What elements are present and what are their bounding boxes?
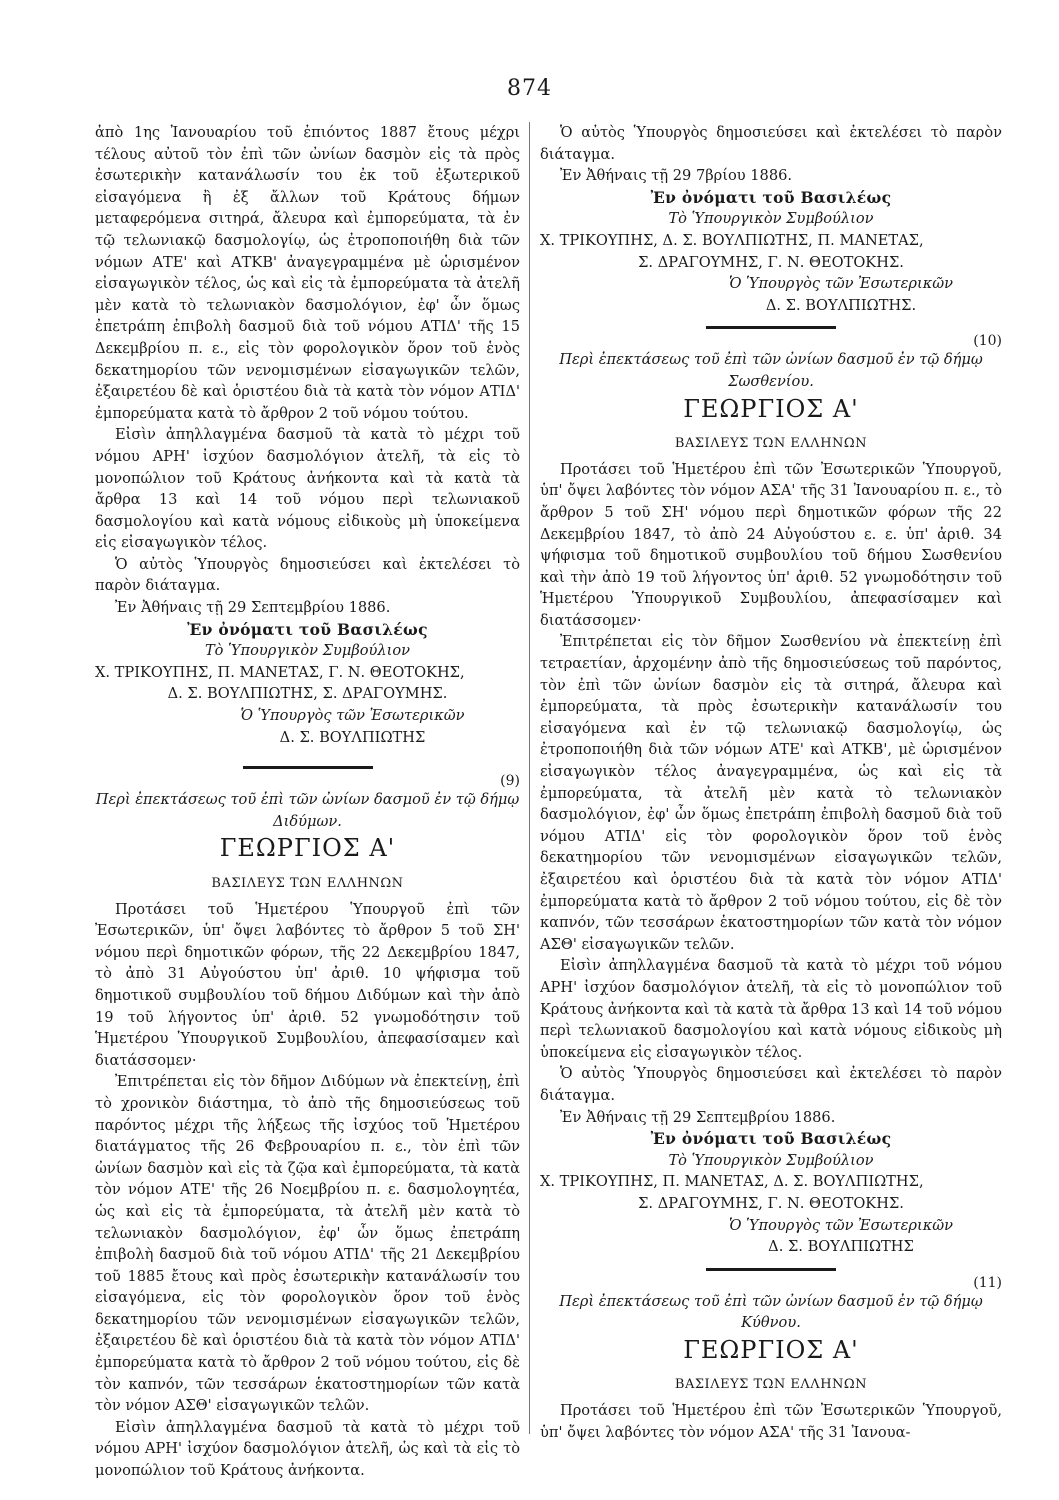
paragraph: Ὁ αὐτὸς Ὑπουργὸς δημοσιεύσει καὶ ἐκτελέσει τὸ παρὸν διάταγμα. xyxy=(540,1065,1002,1104)
paragraph: Εἰσὶν ἀπηλλαγμένα δασμοῦ τὰ κατὰ τὸ μέχρι τοῦ νόμου ΑΡΗ' ἰσχύον δασμολόγιον ἀτελῆ, τὰ εἰς τὸ μονοπώλιον τοῦ Κράτους ἀνήκοντα καὶ τὰ κατὰ τὰ ἄρθρα 13 καὶ 14 τοῦ νόμου περὶ τελωνιακοῦ δασμολογίου καὶ κατὰ νόμους εἰδικοὺς μὴ ὑποκείμενα εἰς εἰσαγωγικὸν τέλος. xyxy=(540,957,1002,1061)
section-separator xyxy=(706,326,836,329)
council-heading: Τὸ Ὑπουργικὸν Συμβούλιον xyxy=(668,210,874,228)
paragraph: Εἰσὶν ἀπηλλαγμένα δασμοῦ τὰ κατὰ τὸ μέχρι τοῦ νόμου ΑΡΗ' ἰσχύον δασμολόγιον ἀτελῆ, τὰ εἰς τὸ μονοπώλιον τοῦ Κράτους ἀνήκοντα καὶ τὰ κατὰ τὰ ἄρθρα 13 καὶ 14 τοῦ νόμου περὶ τελωνιακοῦ δασμολογίου καὶ κατὰ νόμους εἰδικοὺς μὴ ὑποκείμενα εἰς εἰσαγωγικὸν τέλος. xyxy=(95,426,520,552)
signatories: Σ. ΔΡΑΓΟΥΜΗΣ, Γ. Ν. ΘΕΟΤΟΚΗΣ. xyxy=(638,253,904,271)
decree-date: Ἐν Ἀθήναις τῇ 29 Σεπτεμβρίου 1886. xyxy=(560,1108,836,1126)
left-column xyxy=(95,122,520,1482)
minister-title: Ὁ Ὑπουργὸς τῶν Ἐσωτερικῶν xyxy=(728,1216,954,1234)
king-heading: ΓΕΩΡΓΙΟΣ Α' xyxy=(219,834,396,863)
minister-name: Δ. Σ. ΒΟΥΛΠΙΩΤΗΣ. xyxy=(765,296,917,314)
council-heading: Τὸ Ὑπουργικὸν Συμβούλιον xyxy=(204,642,411,660)
king-subheading: ΒΑΣΙΛΕΥΣ ΤΩΝ ΕΛΛΗΝΩΝ xyxy=(674,436,868,452)
paragraph: ἀπὸ 1ης Ἰανουαρίου τοῦ ἐπιόντος 1887 ἔτους μέχρι τέλους αὐτοῦ τὸν ἐπὶ τῶν ὠνίων δασμὸν εἰς τὰ πρὸς ἐσωτερικὴν κατανάλωσίν του ἐκ τοῦ ἐξωτερικοῦ εἰσαγόμενα ἢ ἐξ ἄλλων τοῦ Κράτους δήμων μεταφερόμενα σιτηρά, ἄλευρα καὶ ἐμπορεύματα, τὰ ἐν τῷ τελωνιακῷ δασμολογίῳ, ὡς ἐτροποποιήθη διὰ τῶν νόμων ΑΤΕ' καὶ ΑΤΚΒ' ἀναγεγραμμένα μὲ ὡρισμένον εἰσαγωγικὸν τέλος, ὡς καὶ εἰς τὰ ἐμπορεύματα τὰ ἀτελῆ μὲν κατὰ τὸ τελωνιακὸν δασμολόγιον, ἐφ' ὧν ὅμως ἐπετράπη ἐπιβολὴ δασμοῦ διὰ τοῦ νόμου ΑΤΙΔ' τῆς 15 Δεκεμβρίου π. ε., εἰς τὸν φορολογικὸν ὅρον τοῦ ἑνὸς δεκατημορίου τῶν νενομισμένων εἰσαγωγικῶν τελῶν, ἐξαιρετέου δὲ καὶ ὁριστέου διὰ τὰ κατὰ τὸν νόμον ΑΤΙΔ' ἐμπορεύματα κατὰ τὸ ἄρθρον 2 τοῦ νόμου τούτου. xyxy=(95,124,520,422)
council-heading: Τὸ Ὑπουργικὸν Συμβούλιον xyxy=(668,1151,874,1169)
decree-date: Ἐν Ἀθήναις τῇ 29 Σεπτεμβρίου 1886. xyxy=(115,599,391,617)
decree-title: Περὶ ἐπεκτάσεως τοῦ ἐπὶ τῶν ὠνίων δασμοῦ ἐν τῷ δήμῳ Κύθνου. xyxy=(559,1292,983,1332)
signatories: Χ. ΤΡΙΚΟΥΠΗΣ, Δ. Σ. ΒΟΥΛΠΙΩΤΗΣ, Π. ΜΑΝΕΤΑΣ, xyxy=(540,231,924,249)
signatories: Χ. ΤΡΙΚΟΥΠΗΣ, Π. ΜΑΝΕΤΑΣ, Γ. Ν. ΘΕΟΤΟΚΗΣ, xyxy=(95,663,465,681)
decree-number: (11) xyxy=(973,1274,1002,1291)
section-separator xyxy=(243,766,373,769)
paragraph: Ὁ αὐτὸς Ὑπουργὸς δημοσιεύσει καὶ ἐκτελέσει τὸ παρὸν διάταγμα. xyxy=(95,555,520,595)
royal-heading: Ἐν ὀνόματι τοῦ Βασιλέως xyxy=(650,1129,892,1149)
minister-title: Ὁ Ὑπουργὸς τῶν Ἐσωτερικῶν xyxy=(240,707,465,725)
minister-title: Ὁ Ὑπουργὸς τῶν Ἐσωτερικῶν xyxy=(728,275,954,293)
signatories: Σ. ΔΡΑΓΟΥΜΗΣ, Γ. Ν. ΘΕΟΤΟΚΗΣ. xyxy=(638,1194,904,1212)
decree-title: Περὶ ἐπεκτάσεως τοῦ ἐπὶ τῶν ὠνίων δασμοῦ ἐν τῷ δήμῳ Σωσθενίου. xyxy=(559,351,983,390)
paragraph: Ἐπιτρέπεται εἰς τὸν δῆμον Σωσθενίου νὰ ἐπεκτείνῃ ἐπὶ τετραετίαν, ἀρχομένην ἀπὸ τῆς δημοσιεύσεως τοῦ παρόντος, τὸν ἐπὶ τῶν ὠνίων δασμὸν εἰς τὰ σιτηρά, ἄλευρα καὶ ἐμπορεύματα, τὰ πρὸς ἐσωτερικὴν κατανάλωσίν του εἰσαγόμενα καὶ ἐν τῷ τελωνιακῷ δασμολογίῳ, ὡς ἐτροποποιήθη διὰ τῶν νόμων ΑΤΕ' καὶ ΑΤΚΒ', μὲ ὡρισμένον εἰσαγωγικὸν τέλος ἀναγεγραμμένα, ὡς καὶ εἰς τὰ ἐμπορεύματα, τὰ ἀτελῆ μὲν κατὰ τὸ τελωνιακὸν δασμολόγιον, ἐφ' ὧν ὅμως ἐπετράπη ἐπιβολὴ δασμοῦ διὰ τοῦ νόμου ΑΤΙΔ' εἰς τὸν φορολογικὸν ὅρον τοῦ ἑνὸς δεκατημορίου τῶν νενομισμένων εἰσαγωγικῶν τελῶν, ἐξαιρετέου καὶ ὁριστέου διὰ τὰ κατὰ τὸν νόμον ΑΤΙΔ' ἐμπορεύματα κατὰ τὸ ἄρθρον 2 τοῦ νόμου τούτου, εἰς δὲ τὸν καπνόν, τῶν τεσσάρων ἑκατοστημορίων τῶν κατὰ τὸν νόμον ΑΣΘ' εἰσαγωγικῶν τελῶν. xyxy=(540,633,1002,953)
decree-number: (10) xyxy=(973,333,1002,350)
paragraph: Ἐπιτρέπεται εἰς τὸν δῆμον Διδύμων νὰ ἐπεκτείνῃ, ἐπὶ τὸ χρονικὸν διάστημα, τὸ ἀπὸ τῆς δημοσιεύσεως τοῦ παρόντος μέχρι τῆς λήξεως τῆς ἰσχύος τοῦ Ἡμετέρου διατάγματος τῆς 26 Φεβρουαρίου π. ε., τὸν ἐπὶ τῶν ὠνίων δασμὸν καὶ εἰς τὰ ζῷα καὶ ἐμπορεύματα, τὰ κατὰ τὸν νόμον ΑΤΕ' τῆς 26 Νοεμβρίου π. ε. δασμολογητέα, ὡς καὶ εἰς τὰ ἐμπορεύματα, τὰ ἀτελῆ μὲν κατὰ τὸ τελωνιακὸν δασμολόγιον, ἐφ' ὧν ὅμως ἐπετράπη ἐπιβολὴ δασμοῦ διὰ τοῦ νόμου ΑΤΙΔ' τῆς 21 Δεκεμβρίου τοῦ 1885 ἔτους καὶ πρὸς ἐσωτερικὴν κατανάλωσίν του εἰσαγόμενα, εἰς τὸν φορολογικὸν ὅρον τοῦ ἑνὸς δεκατημορίου τῶν νενομισμένων εἰσαγωγικῶν τελῶν, ἐξαιρετέου δὲ καὶ ὁριστέου διὰ τὰ κατὰ τὸν νόμον ΑΤΙΔ' ἐμπορεύματα κατὰ τὸ ἄρθρον 2 τοῦ νόμου τούτου, εἰς δὲ τὸν καπνόν, τῶν τεσσάρων ἑκατοστημορίων τῶν κατὰ τὸν νόμον ΑΣΘ' εἰσαγωγικῶν τελῶν. xyxy=(95,1073,520,1415)
paragraph: Προτάσει τοῦ Ἡμετέρου ἐπὶ τῶν Ἐσωτερικῶν Ὑπουργοῦ, ὑπ' ὄψει λαβόντες τὸν νόμον ΑΣΑ' τῆς 31 Ἰανουα- xyxy=(540,1402,1002,1441)
royal-heading: Ἐν ὀνόματι τοῦ Βασιλέως xyxy=(650,187,892,207)
minister-name: Δ. Σ. ΒΟΥΛΠΙΩΤΗΣ xyxy=(768,1238,914,1256)
column-divider xyxy=(529,122,530,1434)
paragraph: Προτάσει τοῦ Ἡμετέρου ἐπὶ τῶν Ἐσωτερικῶν Ὑπουργοῦ, ὑπ' ὄψει λαβόντες τὸν νόμον ΑΣΑ' τῆς 31 Ἰανουαρίου π. ε., τὸ ἄρθρον 5 τοῦ ΣΗ' νόμου περὶ δημοτικῶν φόρων τῆς 22 Δεκεμβρίου 1847, τὸ ἀπὸ 24 Αὐγούστου ε. ε. ὑπ' ἀριθ. 34 ψήφισμα τοῦ δημοτικοῦ συμβουλίου τοῦ δήμου Σωσθενίου καὶ τὴν ἀπὸ 19 τοῦ λήγοντος ὑπ' ἀριθ. 52 γνωμοδότησιν τοῦ Ἡμετέρου Ὑπουργικοῦ Συμβουλίου, ἀπεφασίσαμεν καὶ διατάσσομεν· xyxy=(540,460,1002,629)
king-heading: ΓΕΩΡΓΙΟΣ Α' xyxy=(683,394,859,423)
paragraph: Εἰσὶν ἀπηλλαγμένα δασμοῦ τὰ κατὰ τὸ μέχρι τοῦ νόμου ΑΡΗ' ἰσχύον δασμολόγιον ἀτελῆ, ὡς καὶ τὰ εἰς τὸ μονοπώλιον τοῦ Κράτους ἀνήκοντα. xyxy=(95,1418,520,1480)
page-number: 874 xyxy=(507,76,552,101)
right-column xyxy=(540,122,1002,1443)
royal-heading: Ἐν ὀνόματι τοῦ Βασιλέως xyxy=(187,619,428,639)
king-heading: ΓΕΩΡΓΙΟΣ Α' xyxy=(683,1335,859,1364)
signatories: Δ. Σ. ΒΟΥΛΠΙΩΤΗΣ, Σ. ΔΡΑΓΟΥΜΗΣ. xyxy=(167,685,448,703)
paragraph: Ὁ αὐτὸς Ὑπουργὸς δημοσιεύσει καὶ ἐκτελέσει τὸ παρὸν διάταγμα. xyxy=(540,124,1002,163)
minister-name: Δ. Σ. ΒΟΥΛΠΙΩΤΗΣ xyxy=(279,728,426,746)
section-separator xyxy=(706,1268,836,1271)
decree-title: Περὶ ἐπεκτάσεως τοῦ ἐπὶ τῶν ὠνίων δασμοῦ ἐν τῷ δήμῳ Διδύμων. xyxy=(95,791,520,830)
decree-number: (9) xyxy=(500,773,520,790)
king-subheading: ΒΑΣΙΛΕΥΣ ΤΩΝ ΕΛΛΗΝΩΝ xyxy=(674,1377,868,1393)
paragraph: Προτάσει τοῦ Ἡμετέρου Ὑπουργοῦ ἐπὶ τῶν Ἐσωτερικῶν, ὑπ' ὄψει λαβόντες τὸ ἄρθρον 5 τοῦ ΣΗ' νόμου περὶ δημοτικῶν φόρων, τῆς 22 Δεκεμβρίου 1847, τὸ ἀπὸ 31 Αὐγούστου ὑπ' ἀριθ. 10 ψήφισμα τοῦ δημοτικοῦ συμβουλίου τοῦ δήμου Διδύμων καὶ τὴν ἀπὸ 19 τοῦ λήγοντος ὑπ' ἀριθ. 52 γνωμοδότησιν τοῦ Ἡμετέρου Ὑπουργικοῦ Συμβουλίου, ἀπεφασίσαμεν καὶ διατάσσομεν· xyxy=(95,900,520,1069)
decree-date: Ἐν Ἀθήναις τῇ 29 7βρίου 1886. xyxy=(560,167,793,185)
signatories: Χ. ΤΡΙΚΟΥΠΗΣ, Π. ΜΑΝΕΤΑΣ, Δ. Σ. ΒΟΥΛΠΙΩΤΗΣ, xyxy=(540,1173,924,1191)
king-subheading: ΒΑΣΙΛΕΥΣ ΤΩΝ ΕΛΛΗΝΩΝ xyxy=(211,876,404,891)
